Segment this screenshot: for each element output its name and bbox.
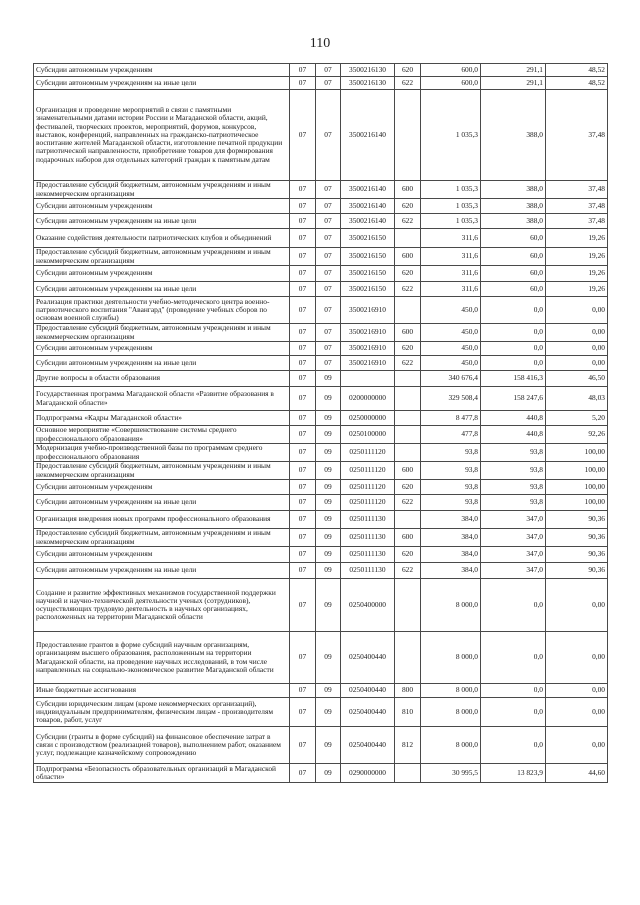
row-section: 07 [290, 266, 316, 282]
row-target-article: 0250111120 [341, 462, 395, 480]
table-row [34, 199, 608, 214]
table-row [34, 387, 608, 411]
row-section: 07 [290, 282, 316, 297]
row-actual-amount: 388,0 [481, 199, 546, 214]
row-subsection: 09 [316, 462, 341, 480]
row-expense-type [395, 90, 421, 181]
row-actual-amount: 158 416,3 [481, 371, 546, 387]
row-percent: 46,50 [546, 371, 608, 387]
row-target-article: 3500216910 [341, 342, 395, 356]
row-subsection: 07 [316, 214, 341, 229]
row-planned-amount: 93,8 [421, 444, 481, 462]
table-row [34, 462, 608, 480]
row-section: 07 [290, 698, 316, 727]
table-row [34, 684, 608, 698]
row-name: Предоставление грантов в форме субсидий научным организациям, организациям высшего образования, расположенным на территории Магаданской области, на проведение научных исследований, в том числе направленных на социально-экономическое развитие Магаданской области [34, 632, 290, 684]
row-expense-type [395, 387, 421, 411]
table-row [34, 547, 608, 563]
row-planned-amount: 93,8 [421, 462, 481, 480]
row-percent: 90,36 [546, 563, 608, 579]
row-name: Субсидии автономным учреждениям на иные цели [34, 563, 290, 579]
row-actual-amount: 0,0 [481, 356, 546, 371]
row-percent: 19,26 [546, 248, 608, 266]
row-subsection: 09 [316, 727, 341, 764]
row-planned-amount: 1 035,3 [421, 214, 481, 229]
row-name: Субсидии автономным учреждениям на иные цели [34, 282, 290, 297]
row-percent: 37,48 [546, 199, 608, 214]
row-section: 07 [290, 199, 316, 214]
row-planned-amount: 30 995,5 [421, 764, 481, 783]
row-section: 07 [290, 495, 316, 511]
row-planned-amount: 1 035,3 [421, 90, 481, 181]
table-row [34, 181, 608, 199]
row-target-article: 0200000000 [341, 387, 395, 411]
row-expense-type: 622 [395, 77, 421, 90]
row-section: 07 [290, 462, 316, 480]
row-name: Основное мероприятие «Совершенствование системы среднего профессионального образования» [34, 426, 290, 444]
row-actual-amount: 388,0 [481, 181, 546, 199]
row-target-article: 0250400440 [341, 632, 395, 684]
row-percent: 5,20 [546, 411, 608, 426]
row-name: Субсидии автономным учреждениям на иные цели [34, 214, 290, 229]
row-expense-type [395, 764, 421, 783]
row-target-article: 0250111130 [341, 563, 395, 579]
row-subsection: 09 [316, 387, 341, 411]
row-target-article: 3500216910 [341, 297, 395, 324]
row-target-article: 3500216150 [341, 282, 395, 297]
row-percent: 92,26 [546, 426, 608, 444]
row-expense-type: 812 [395, 727, 421, 764]
row-actual-amount: 440,8 [481, 426, 546, 444]
row-expense-type [395, 426, 421, 444]
row-expense-type [395, 444, 421, 462]
row-target-article: 0250100000 [341, 426, 395, 444]
row-expense-type: 620 [395, 547, 421, 563]
row-section: 07 [290, 684, 316, 698]
row-actual-amount: 60,0 [481, 229, 546, 248]
row-section: 07 [290, 426, 316, 444]
row-planned-amount: 1 035,3 [421, 181, 481, 199]
row-name: Субсидии автономным учреждениям на иные цели [34, 356, 290, 371]
row-section: 07 [290, 297, 316, 324]
table-row [34, 698, 608, 727]
row-percent: 19,26 [546, 229, 608, 248]
row-subsection: 07 [316, 64, 341, 77]
table-row [34, 727, 608, 764]
row-subsection: 09 [316, 579, 341, 632]
row-subsection: 09 [316, 444, 341, 462]
row-subsection: 07 [316, 229, 341, 248]
row-target-article [341, 371, 395, 387]
row-subsection: 07 [316, 199, 341, 214]
row-section: 07 [290, 214, 316, 229]
page-number: 110 [309, 36, 331, 51]
row-actual-amount: 0,0 [481, 727, 546, 764]
row-planned-amount: 477,8 [421, 426, 481, 444]
row-actual-amount: 13 823,9 [481, 764, 546, 783]
row-target-article: 3500216140 [341, 181, 395, 199]
row-actual-amount: 93,8 [481, 462, 546, 480]
row-target-article: 3500216150 [341, 229, 395, 248]
table-row [34, 426, 608, 444]
table-row [34, 90, 608, 181]
row-planned-amount: 600,0 [421, 64, 481, 77]
row-percent: 0,00 [546, 342, 608, 356]
row-percent: 90,36 [546, 529, 608, 547]
table-row [34, 282, 608, 297]
table-row [34, 77, 608, 90]
row-target-article: 3500216140 [341, 90, 395, 181]
row-section: 07 [290, 181, 316, 199]
row-target-article: 0250400440 [341, 684, 395, 698]
row-subsection: 09 [316, 495, 341, 511]
row-expense-type [395, 411, 421, 426]
row-section: 07 [290, 529, 316, 547]
row-planned-amount: 8 000,0 [421, 632, 481, 684]
row-subsection: 07 [316, 90, 341, 181]
row-section: 07 [290, 511, 316, 529]
row-planned-amount: 93,8 [421, 495, 481, 511]
row-target-article: 3500216140 [341, 199, 395, 214]
row-percent: 0,00 [546, 727, 608, 764]
table-row [34, 480, 608, 495]
row-name: Предоставление субсидий бюджетным, автономным учреждениям и иным некоммерческим организациям [34, 248, 290, 266]
row-actual-amount: 388,0 [481, 214, 546, 229]
row-expense-type [395, 229, 421, 248]
row-actual-amount: 60,0 [481, 248, 546, 266]
row-percent: 100,00 [546, 444, 608, 462]
row-planned-amount: 329 508,4 [421, 387, 481, 411]
row-name: Модернизация учебно-производственной базы по программам среднего профессионального образования [34, 444, 290, 462]
row-target-article: 0250000000 [341, 411, 395, 426]
row-expense-type: 800 [395, 684, 421, 698]
row-actual-amount: 388,0 [481, 90, 546, 181]
row-percent: 100,00 [546, 462, 608, 480]
row-name: Предоставление субсидий бюджетным, автономным учреждениям и иным некоммерческим организациям [34, 529, 290, 547]
row-planned-amount: 384,0 [421, 529, 481, 547]
row-section: 07 [290, 77, 316, 90]
row-planned-amount: 384,0 [421, 511, 481, 529]
row-expense-type: 622 [395, 495, 421, 511]
row-expense-type: 810 [395, 698, 421, 727]
row-actual-amount: 0,0 [481, 297, 546, 324]
row-target-article: 0250111120 [341, 480, 395, 495]
row-name: Предоставление субсидий бюджетным, автономным учреждениям и иным некоммерческим организациям [34, 462, 290, 480]
table-row [34, 248, 608, 266]
table-row [34, 444, 608, 462]
row-expense-type [395, 632, 421, 684]
row-name: Субсидии автономным учреждениям на иные цели [34, 77, 290, 90]
row-name: Субсидии автономным учреждениям [34, 64, 290, 77]
row-section: 07 [290, 632, 316, 684]
row-expense-type: 620 [395, 64, 421, 77]
row-name: Другие вопросы в области образования [34, 371, 290, 387]
row-planned-amount: 311,6 [421, 266, 481, 282]
row-target-article: 0250111130 [341, 547, 395, 563]
row-section: 07 [290, 371, 316, 387]
row-expense-type: 600 [395, 529, 421, 547]
row-actual-amount: 440,8 [481, 411, 546, 426]
row-target-article: 0250111120 [341, 444, 395, 462]
row-actual-amount: 347,0 [481, 563, 546, 579]
row-planned-amount: 450,0 [421, 324, 481, 342]
row-subsection: 09 [316, 371, 341, 387]
row-section: 07 [290, 411, 316, 426]
row-actual-amount: 0,0 [481, 632, 546, 684]
row-section: 07 [290, 563, 316, 579]
table-row [34, 342, 608, 356]
row-section: 07 [290, 387, 316, 411]
row-subsection: 09 [316, 480, 341, 495]
row-target-article: 3500216910 [341, 324, 395, 342]
row-name: Предоставление субсидий бюджетным, автономным учреждениям и иным некоммерческим организациям [34, 181, 290, 199]
row-subsection: 07 [316, 248, 341, 266]
row-actual-amount: 291,1 [481, 64, 546, 77]
row-section: 07 [290, 764, 316, 783]
row-subsection: 09 [316, 684, 341, 698]
row-expense-type [395, 297, 421, 324]
table-row [34, 371, 608, 387]
row-name: Оказание содействия деятельности патриотических клубов и объединений [34, 229, 290, 248]
row-subsection: 09 [316, 511, 341, 529]
table-row [34, 297, 608, 324]
row-planned-amount: 384,0 [421, 547, 481, 563]
row-actual-amount: 93,8 [481, 495, 546, 511]
row-name: Субсидии автономным учреждениям [34, 547, 290, 563]
row-name: Организация и проведение мероприятий в связи с памятными знаменательными датами истории России и Магаданской области, акций, фестивалей, творческих проектов, мероприятий, форумов, конкурсов, выставок, конференций, направленных на гражданско-патриотическое воспитание жителей Магаданской области, изготовление печатной продукции патриотической направленности, приобретение товаров для формирования подарочных наборов для отдельных категорий граждан к памятным датам [34, 90, 290, 181]
row-section: 07 [290, 324, 316, 342]
row-subsection: 09 [316, 547, 341, 563]
row-actual-amount: 60,0 [481, 266, 546, 282]
row-name: Субсидии автономным учреждениям [34, 266, 290, 282]
row-planned-amount: 450,0 [421, 342, 481, 356]
row-actual-amount: 347,0 [481, 529, 546, 547]
row-subsection: 09 [316, 426, 341, 444]
row-actual-amount: 93,8 [481, 480, 546, 495]
row-name: Предоставление субсидий бюджетным, автономным учреждениям и иным некоммерческим организациям [34, 324, 290, 342]
row-target-article: 3500216130 [341, 77, 395, 90]
row-subsection: 09 [316, 529, 341, 547]
row-subsection: 07 [316, 356, 341, 371]
row-expense-type: 600 [395, 181, 421, 199]
table-row [34, 214, 608, 229]
row-percent: 37,48 [546, 214, 608, 229]
row-name: Субсидии автономным учреждениям [34, 480, 290, 495]
row-target-article: 3500216150 [341, 248, 395, 266]
table-row [34, 356, 608, 371]
row-expense-type [395, 371, 421, 387]
row-actual-amount: 0,0 [481, 698, 546, 727]
row-target-article: 3500216130 [341, 64, 395, 77]
row-planned-amount: 8 000,0 [421, 579, 481, 632]
row-planned-amount: 384,0 [421, 563, 481, 579]
table-row [34, 579, 608, 632]
row-section: 07 [290, 356, 316, 371]
row-name: Субсидии (гранты в форме субсидий) на финансовое обеспечение затрат в связи с производством (реализацией товаров), выполнением работ, оказанием услуг, подлежащие казначейскому сопровождению [34, 727, 290, 764]
row-name: Субсидии автономным учреждениям [34, 199, 290, 214]
row-section: 07 [290, 342, 316, 356]
row-expense-type: 622 [395, 356, 421, 371]
row-percent: 0,00 [546, 324, 608, 342]
row-planned-amount: 600,0 [421, 77, 481, 90]
row-planned-amount: 8 000,0 [421, 698, 481, 727]
row-planned-amount: 311,6 [421, 248, 481, 266]
table-row [34, 632, 608, 684]
row-expense-type [395, 511, 421, 529]
row-percent: 0,00 [546, 356, 608, 371]
row-percent: 44,60 [546, 764, 608, 783]
row-target-article: 0250400440 [341, 727, 395, 764]
row-expense-type: 620 [395, 342, 421, 356]
row-expense-type: 620 [395, 199, 421, 214]
table-row [34, 324, 608, 342]
row-section: 07 [290, 579, 316, 632]
row-name: Реализация практики деятельности учебно-методического центра военно-патриотического воспитания "Авангард" (проведение учебных сборов по основам военной службы) [34, 297, 290, 324]
row-percent: 0,00 [546, 297, 608, 324]
row-subsection: 09 [316, 563, 341, 579]
row-percent: 90,36 [546, 511, 608, 529]
row-target-article: 0250111130 [341, 529, 395, 547]
row-target-article: 0250400000 [341, 579, 395, 632]
row-percent: 0,00 [546, 632, 608, 684]
row-percent: 100,00 [546, 480, 608, 495]
row-section: 07 [290, 64, 316, 77]
row-subsection: 09 [316, 411, 341, 426]
row-planned-amount: 93,8 [421, 480, 481, 495]
row-target-article: 0250111120 [341, 495, 395, 511]
row-actual-amount: 0,0 [481, 324, 546, 342]
row-section: 07 [290, 229, 316, 248]
row-planned-amount: 311,6 [421, 229, 481, 248]
row-actual-amount: 0,0 [481, 342, 546, 356]
table-row [34, 764, 608, 783]
row-name: Субсидии автономным учреждениям на иные цели [34, 495, 290, 511]
row-actual-amount: 60,0 [481, 282, 546, 297]
row-percent: 19,26 [546, 282, 608, 297]
row-percent: 37,48 [546, 181, 608, 199]
row-target-article: 0250111130 [341, 511, 395, 529]
row-subsection: 09 [316, 764, 341, 783]
row-subsection: 07 [316, 324, 341, 342]
row-percent: 48,52 [546, 64, 608, 77]
row-planned-amount: 8 000,0 [421, 727, 481, 764]
row-expense-type: 622 [395, 282, 421, 297]
row-actual-amount: 0,0 [481, 579, 546, 632]
row-name: Субсидии юридическим лицам (кроме некоммерческих организаций), индивидуальным предпринимателям, физическим лицам - производителям товаров, работ, услуг [34, 698, 290, 727]
row-name: Организация внедрения новых программ профессионального образования [34, 511, 290, 529]
row-name: Создание и развитие эффективных механизмов государственной поддержки научной и научно-технической деятельности ученых (сотрудников), осуществляющих трудовую деятельность в научных организациях, расположенных на территории Магаданской области [34, 579, 290, 632]
row-name: Государственная программа Магаданской области «Развитие образования в Магаданской области» [34, 387, 290, 411]
row-subsection: 07 [316, 181, 341, 199]
table-row [34, 64, 608, 77]
row-section: 07 [290, 547, 316, 563]
row-section: 07 [290, 727, 316, 764]
table-row [34, 229, 608, 248]
row-expense-type: 600 [395, 324, 421, 342]
row-target-article: 3500216140 [341, 214, 395, 229]
row-percent: 90,36 [546, 547, 608, 563]
row-actual-amount: 158 247,6 [481, 387, 546, 411]
row-planned-amount: 1 035,3 [421, 199, 481, 214]
row-percent: 100,00 [546, 495, 608, 511]
row-section: 07 [290, 480, 316, 495]
row-expense-type: 600 [395, 462, 421, 480]
table-body [34, 64, 608, 783]
row-planned-amount: 8 477,8 [421, 411, 481, 426]
row-expense-type: 600 [395, 248, 421, 266]
row-subsection: 07 [316, 77, 341, 90]
row-subsection: 07 [316, 282, 341, 297]
row-actual-amount: 291,1 [481, 77, 546, 90]
row-target-article: 3500216910 [341, 356, 395, 371]
row-section: 07 [290, 248, 316, 266]
budget-table [33, 63, 608, 783]
row-subsection: 07 [316, 266, 341, 282]
row-section: 07 [290, 444, 316, 462]
row-planned-amount: 340 676,4 [421, 371, 481, 387]
row-percent: 0,00 [546, 579, 608, 632]
row-expense-type: 620 [395, 480, 421, 495]
row-planned-amount: 450,0 [421, 356, 481, 371]
row-subsection: 07 [316, 297, 341, 324]
table-row [34, 495, 608, 511]
row-expense-type: 622 [395, 214, 421, 229]
row-planned-amount: 450,0 [421, 297, 481, 324]
row-name: Субсидии автономным учреждениям [34, 342, 290, 356]
row-actual-amount: 0,0 [481, 684, 546, 698]
row-percent: 48,52 [546, 77, 608, 90]
row-percent: 48,03 [546, 387, 608, 411]
row-name: Подпрограмма «Безопасность образовательных организаций в Магаданской области» [34, 764, 290, 783]
table-row [34, 511, 608, 529]
row-planned-amount: 8 000,0 [421, 684, 481, 698]
row-name: Иные бюджетные ассигнования [34, 684, 290, 698]
table-row [34, 411, 608, 426]
row-expense-type: 620 [395, 266, 421, 282]
row-name: Подпрограмма «Кадры Магаданской области» [34, 411, 290, 426]
row-expense-type [395, 579, 421, 632]
table-row [34, 563, 608, 579]
row-subsection: 09 [316, 698, 341, 727]
row-target-article: 0250400440 [341, 698, 395, 727]
row-planned-amount: 311,6 [421, 282, 481, 297]
row-actual-amount: 347,0 [481, 511, 546, 529]
row-actual-amount: 93,8 [481, 444, 546, 462]
row-subsection: 07 [316, 342, 341, 356]
row-percent: 0,00 [546, 684, 608, 698]
row-expense-type: 622 [395, 563, 421, 579]
row-percent: 37,48 [546, 90, 608, 181]
row-target-article: 0290000000 [341, 764, 395, 783]
row-subsection: 09 [316, 632, 341, 684]
row-target-article: 3500216150 [341, 266, 395, 282]
row-percent: 0,00 [546, 698, 608, 727]
row-actual-amount: 347,0 [481, 547, 546, 563]
row-section: 07 [290, 90, 316, 181]
row-percent: 19,26 [546, 266, 608, 282]
table-row [34, 266, 608, 282]
table-row [34, 529, 608, 547]
